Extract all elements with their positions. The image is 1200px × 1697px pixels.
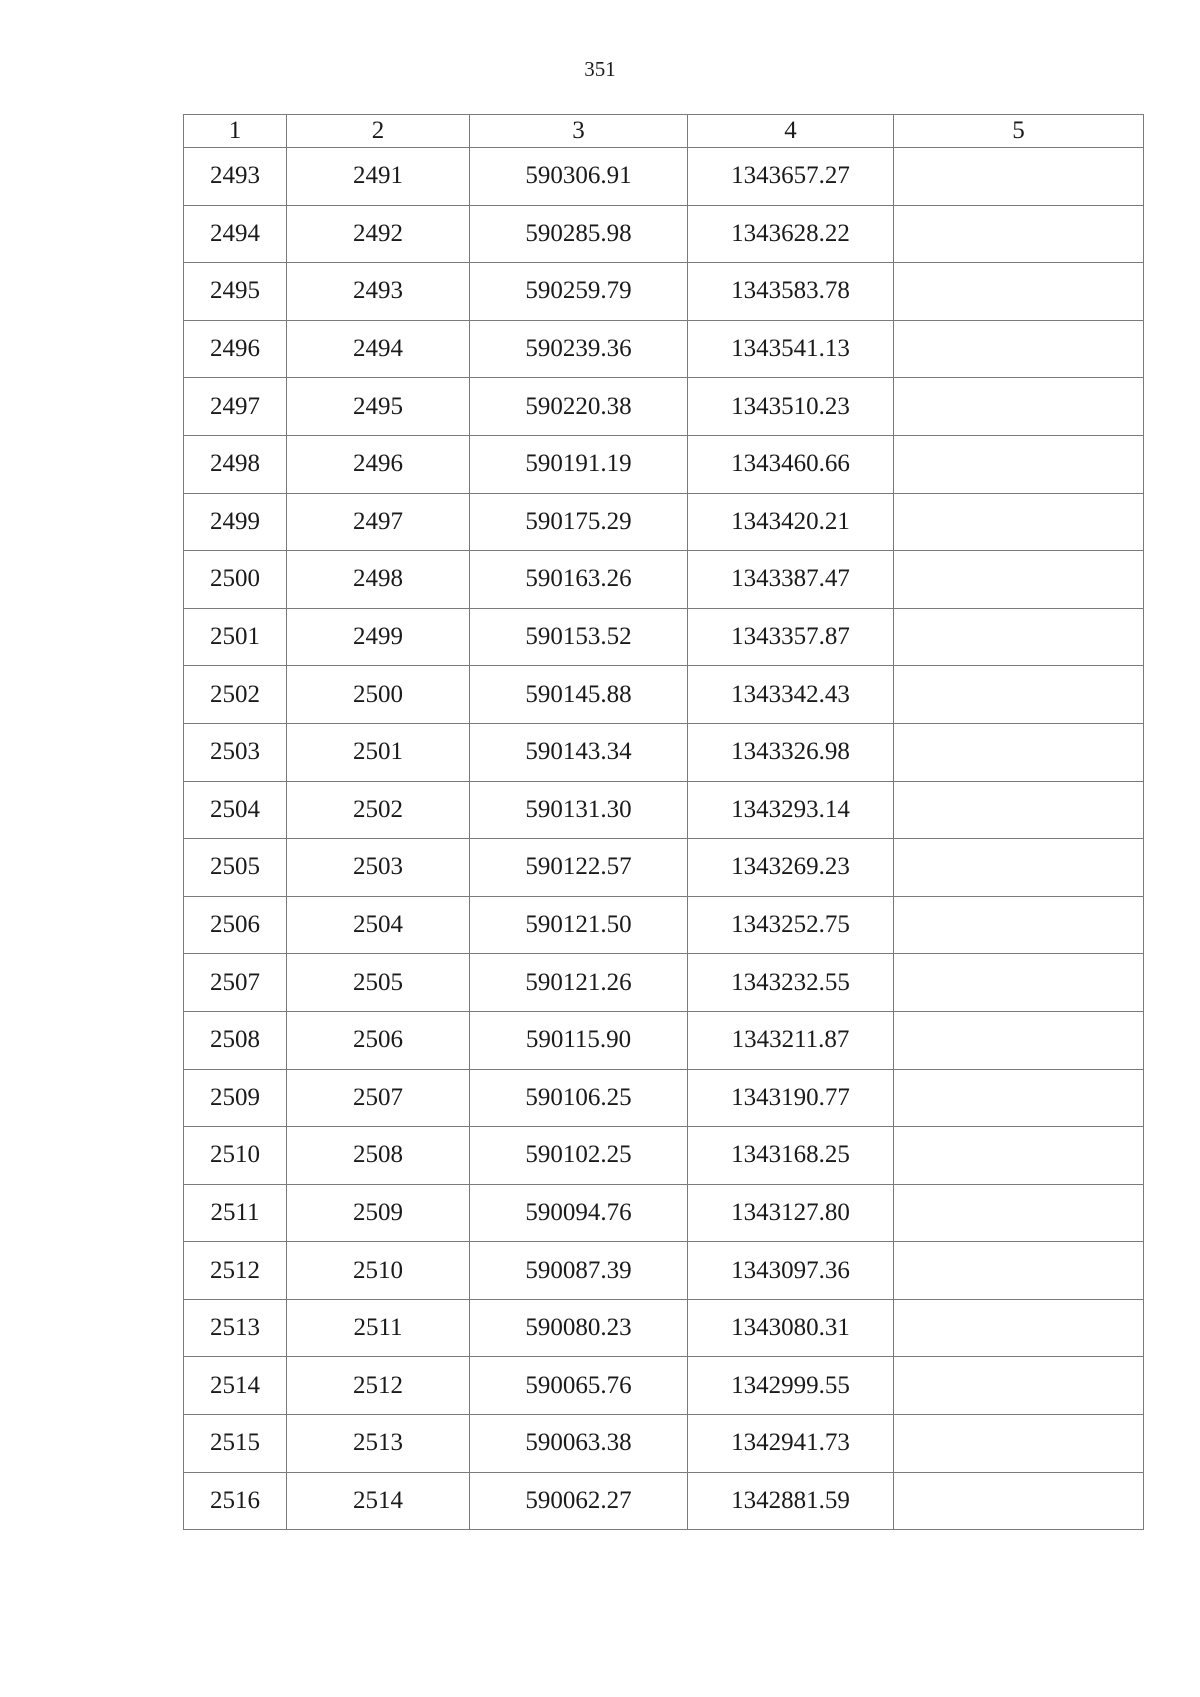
table-cell-col-1: 2506 xyxy=(184,896,287,954)
table-row xyxy=(184,666,1144,724)
table-cell-col-3: 590259.79 xyxy=(470,263,688,321)
table-cell-col-5 xyxy=(894,551,1144,609)
table-row xyxy=(184,1472,1144,1530)
table-cell-col-3: 590285.98 xyxy=(470,205,688,263)
table-cell-col-2: 2505 xyxy=(287,954,470,1012)
table-row xyxy=(184,320,1144,378)
table-cell-col-2: 2496 xyxy=(287,435,470,493)
coordinates-table xyxy=(183,114,1144,1530)
table-cell-col-2: 2513 xyxy=(287,1415,470,1473)
table-cell-col-5 xyxy=(894,1415,1144,1473)
table-cell-col-1: 2504 xyxy=(184,781,287,839)
table-cell-col-2: 2495 xyxy=(287,378,470,436)
table-cell-col-1: 2503 xyxy=(184,723,287,781)
table-cell-col-4: 1343269.23 xyxy=(688,839,894,897)
table-cell-col-3: 590062.27 xyxy=(470,1472,688,1530)
table-cell-col-5 xyxy=(894,148,1144,206)
table-row xyxy=(184,1011,1144,1069)
table-cell-col-2: 2503 xyxy=(287,839,470,897)
table-cell-col-2: 2511 xyxy=(287,1299,470,1357)
table-cell-col-5 xyxy=(894,205,1144,263)
table-cell-col-5 xyxy=(894,1127,1144,1185)
table-cell-col-1: 2512 xyxy=(184,1242,287,1300)
column-header-5: 5 xyxy=(894,115,1144,148)
table-cell-col-3: 590131.30 xyxy=(470,781,688,839)
column-header-3: 3 xyxy=(470,115,688,148)
table-cell-col-5 xyxy=(894,839,1144,897)
table-cell-col-4: 1343326.98 xyxy=(688,723,894,781)
table-cell-col-4: 1343583.78 xyxy=(688,263,894,321)
table-cell-col-2: 2512 xyxy=(287,1357,470,1415)
table-cell-col-1: 2511 xyxy=(184,1184,287,1242)
table-cell-col-2: 2508 xyxy=(287,1127,470,1185)
table-cell-col-4: 1342881.59 xyxy=(688,1472,894,1530)
table-row xyxy=(184,205,1144,263)
table-cell-col-4: 1342941.73 xyxy=(688,1415,894,1473)
table-row xyxy=(184,839,1144,897)
table-cell-col-4: 1343190.77 xyxy=(688,1069,894,1127)
table-row xyxy=(184,263,1144,321)
table-header-row xyxy=(184,115,1144,148)
table-cell-col-3: 590163.26 xyxy=(470,551,688,609)
table-cell-col-5 xyxy=(894,1299,1144,1357)
table-cell-col-1: 2502 xyxy=(184,666,287,724)
table-cell-col-5 xyxy=(894,666,1144,724)
table-cell-col-2: 2502 xyxy=(287,781,470,839)
table-cell-col-2: 2491 xyxy=(287,148,470,206)
table-row xyxy=(184,954,1144,1012)
table-cell-col-4: 1343628.22 xyxy=(688,205,894,263)
table-cell-col-4: 1343232.55 xyxy=(688,954,894,1012)
column-header-1: 1 xyxy=(184,115,287,148)
table-cell-col-4: 1343097.36 xyxy=(688,1242,894,1300)
table-row xyxy=(184,378,1144,436)
table-cell-col-1: 2501 xyxy=(184,608,287,666)
table-cell-col-1: 2514 xyxy=(184,1357,287,1415)
table-cell-col-3: 590106.25 xyxy=(470,1069,688,1127)
table-row xyxy=(184,608,1144,666)
table-row xyxy=(184,781,1144,839)
table-cell-col-3: 590102.25 xyxy=(470,1127,688,1185)
table-cell-col-4: 1343127.80 xyxy=(688,1184,894,1242)
table-row xyxy=(184,1127,1144,1185)
table-cell-col-4: 1343357.87 xyxy=(688,608,894,666)
table-cell-col-5 xyxy=(894,781,1144,839)
table-cell-col-3: 590175.29 xyxy=(470,493,688,551)
table-cell-col-5 xyxy=(894,493,1144,551)
column-header-2: 2 xyxy=(287,115,470,148)
table-cell-col-3: 590220.38 xyxy=(470,378,688,436)
table-row xyxy=(184,148,1144,206)
table-cell-col-1: 2510 xyxy=(184,1127,287,1185)
table-row xyxy=(184,1184,1144,1242)
table-cell-col-3: 590145.88 xyxy=(470,666,688,724)
table-cell-col-1: 2494 xyxy=(184,205,287,263)
table-cell-col-2: 2506 xyxy=(287,1011,470,1069)
table-cell-col-5 xyxy=(894,608,1144,666)
table-row xyxy=(184,896,1144,954)
table-cell-col-1: 2495 xyxy=(184,263,287,321)
table-cell-col-1: 2507 xyxy=(184,954,287,1012)
table-cell-col-2: 2509 xyxy=(287,1184,470,1242)
table-cell-col-4: 1342999.55 xyxy=(688,1357,894,1415)
table-cell-col-2: 2494 xyxy=(287,320,470,378)
table-cell-col-3: 590094.76 xyxy=(470,1184,688,1242)
table-cell-col-3: 590080.23 xyxy=(470,1299,688,1357)
table-cell-col-4: 1343168.25 xyxy=(688,1127,894,1185)
table-cell-col-4: 1343387.47 xyxy=(688,551,894,609)
table-cell-col-1: 2516 xyxy=(184,1472,287,1530)
table-cell-col-5 xyxy=(894,954,1144,1012)
table-cell-col-1: 2498 xyxy=(184,435,287,493)
table-cell-col-4: 1343211.87 xyxy=(688,1011,894,1069)
table-cell-col-2: 2492 xyxy=(287,205,470,263)
table-cell-col-3: 590121.50 xyxy=(470,896,688,954)
table-cell-col-4: 1343342.43 xyxy=(688,666,894,724)
table-cell-col-2: 2510 xyxy=(287,1242,470,1300)
column-header-4: 4 xyxy=(688,115,894,148)
table-cell-col-5 xyxy=(894,1184,1144,1242)
table-cell-col-1: 2500 xyxy=(184,551,287,609)
table-cell-col-2: 2499 xyxy=(287,608,470,666)
table-cell-col-4: 1343252.75 xyxy=(688,896,894,954)
table-cell-col-1: 2493 xyxy=(184,148,287,206)
table-cell-col-5 xyxy=(894,435,1144,493)
table-cell-col-5 xyxy=(894,320,1144,378)
table-body xyxy=(184,148,1144,1530)
table-cell-col-3: 590087.39 xyxy=(470,1242,688,1300)
table-cell-col-5 xyxy=(894,1011,1144,1069)
table-cell-col-4: 1343080.31 xyxy=(688,1299,894,1357)
table-cell-col-2: 2500 xyxy=(287,666,470,724)
table-cell-col-1: 2505 xyxy=(184,839,287,897)
table-cell-col-1: 2497 xyxy=(184,378,287,436)
table-cell-col-2: 2504 xyxy=(287,896,470,954)
table-cell-col-1: 2509 xyxy=(184,1069,287,1127)
table-cell-col-4: 1343657.27 xyxy=(688,148,894,206)
table-cell-col-5 xyxy=(894,378,1144,436)
table-cell-col-5 xyxy=(894,263,1144,321)
table-cell-col-2: 2498 xyxy=(287,551,470,609)
table-row xyxy=(184,1299,1144,1357)
table-cell-col-2: 2497 xyxy=(287,493,470,551)
table-cell-col-3: 590239.36 xyxy=(470,320,688,378)
table-cell-col-3: 590115.90 xyxy=(470,1011,688,1069)
table-cell-col-3: 590121.26 xyxy=(470,954,688,1012)
page-number: 351 xyxy=(584,57,616,81)
table-row xyxy=(184,551,1144,609)
table-row xyxy=(184,1357,1144,1415)
table-cell-col-4: 1343541.13 xyxy=(688,320,894,378)
table-cell-col-5 xyxy=(894,1357,1144,1415)
table-cell-col-5 xyxy=(894,723,1144,781)
table-cell-col-3: 590063.38 xyxy=(470,1415,688,1473)
table-cell-col-3: 590065.76 xyxy=(470,1357,688,1415)
table-cell-col-5 xyxy=(894,1242,1144,1300)
table-row xyxy=(184,1415,1144,1473)
table-cell-col-1: 2508 xyxy=(184,1011,287,1069)
table-cell-col-3: 590191.19 xyxy=(470,435,688,493)
table-cell-col-3: 590153.52 xyxy=(470,608,688,666)
table-cell-col-3: 590143.34 xyxy=(470,723,688,781)
table-cell-col-3: 590306.91 xyxy=(470,148,688,206)
table-cell-col-1: 2515 xyxy=(184,1415,287,1473)
table-cell-col-1: 2499 xyxy=(184,493,287,551)
table-row xyxy=(184,435,1144,493)
table-cell-col-4: 1343420.21 xyxy=(688,493,894,551)
table-cell-col-4: 1343293.14 xyxy=(688,781,894,839)
table-cell-col-1: 2496 xyxy=(184,320,287,378)
table-row xyxy=(184,1069,1144,1127)
table-cell-col-2: 2493 xyxy=(287,263,470,321)
table-cell-col-2: 2514 xyxy=(287,1472,470,1530)
table-cell-col-2: 2501 xyxy=(287,723,470,781)
table-row xyxy=(184,493,1144,551)
table-cell-col-2: 2507 xyxy=(287,1069,470,1127)
table-cell-col-5 xyxy=(894,896,1144,954)
table-row xyxy=(184,1242,1144,1300)
table-cell-col-4: 1343510.23 xyxy=(688,378,894,436)
table-cell-col-3: 590122.57 xyxy=(470,839,688,897)
table-cell-col-5 xyxy=(894,1472,1144,1530)
table-cell-col-5 xyxy=(894,1069,1144,1127)
table-cell-col-1: 2513 xyxy=(184,1299,287,1357)
table-cell-col-4: 1343460.66 xyxy=(688,435,894,493)
table-row xyxy=(184,723,1144,781)
